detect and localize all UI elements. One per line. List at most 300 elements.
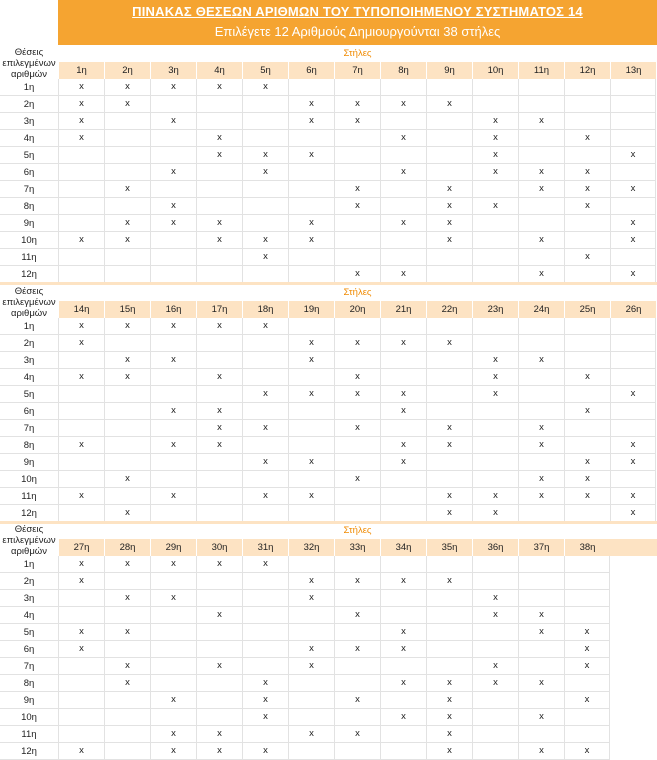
- table-cell: [150, 266, 196, 283]
- table-cell: [380, 113, 426, 130]
- table-cell: [58, 164, 104, 181]
- table-cell: [334, 709, 380, 726]
- table-cell: [104, 164, 150, 181]
- table-cell: [196, 181, 242, 198]
- table-cell: [426, 386, 472, 403]
- table-cell: x: [334, 266, 380, 283]
- row-header-label: Θέσεις επιλεγμένων αριθμών: [2, 46, 56, 80]
- table-cell: [58, 249, 104, 266]
- table-cell: x: [104, 556, 150, 573]
- table-cell: x: [196, 215, 242, 232]
- section-label: Στήλες: [343, 48, 372, 59]
- table-cell: x: [242, 318, 288, 335]
- row-label: 2η: [23, 99, 35, 110]
- table-cell: x: [334, 335, 380, 352]
- table-cell: [380, 232, 426, 249]
- table-cell: x: [472, 164, 518, 181]
- table-cell: [564, 420, 610, 437]
- table-cell: x: [150, 79, 196, 96]
- table-cell: x: [564, 164, 610, 181]
- table-cell: [196, 164, 242, 181]
- column-header: 18η: [242, 301, 288, 318]
- table-cell: [242, 624, 288, 641]
- table-row: [58, 573, 610, 590]
- table-cell: x: [196, 369, 242, 386]
- table-cell: x: [288, 96, 334, 113]
- table-cell: x: [426, 488, 472, 505]
- table-cell: x: [334, 369, 380, 386]
- table-cell: [518, 590, 564, 607]
- table-cell: [288, 164, 334, 181]
- table-cell: [380, 318, 426, 335]
- row-label: 1η: [23, 559, 35, 570]
- row-label: 7η: [23, 423, 35, 434]
- table-cell: [426, 641, 472, 658]
- table-cell: x: [518, 471, 564, 488]
- table-cell: x: [242, 488, 288, 505]
- table-cell: x: [518, 420, 564, 437]
- table-cell: [104, 743, 150, 760]
- table-cell: [610, 249, 656, 266]
- table-cell: x: [58, 641, 104, 658]
- table-cell: x: [196, 130, 242, 147]
- table-cell: [564, 96, 610, 113]
- table-cell: x: [150, 488, 196, 505]
- table-cell: [518, 505, 564, 522]
- table-cell: [380, 420, 426, 437]
- table-cell: [288, 675, 334, 692]
- table-cell: [334, 743, 380, 760]
- row-label: 8η: [23, 201, 35, 212]
- table-cell: [196, 590, 242, 607]
- table-cell: x: [518, 437, 564, 454]
- table-cell: [564, 318, 610, 335]
- table-cell: [426, 403, 472, 420]
- table-cell: [518, 692, 564, 709]
- table-cell: [242, 266, 288, 283]
- section-label: Στήλες: [343, 287, 372, 298]
- table-cell: [334, 249, 380, 266]
- table-cell: x: [288, 488, 334, 505]
- table-cell: [518, 641, 564, 658]
- table-row: [58, 403, 656, 420]
- table-cell: x: [334, 96, 380, 113]
- table-cell: [472, 437, 518, 454]
- table-cell: [380, 726, 426, 743]
- table-cell: [472, 726, 518, 743]
- table-cell: x: [472, 488, 518, 505]
- table-cell: x: [380, 96, 426, 113]
- table-cell: [242, 403, 288, 420]
- table-cell: x: [518, 266, 564, 283]
- table-cell: [242, 335, 288, 352]
- table-cell: [472, 181, 518, 198]
- table-cell: x: [242, 692, 288, 709]
- table-cell: [564, 437, 610, 454]
- table-cell: x: [610, 437, 656, 454]
- table-cell: [288, 437, 334, 454]
- table-cell: [610, 352, 656, 369]
- table-row: [58, 369, 656, 386]
- row-label: 3η: [23, 593, 35, 604]
- table-cell: [380, 488, 426, 505]
- row-label: 7η: [23, 661, 35, 672]
- table-row: [58, 266, 656, 283]
- table-cell: x: [58, 96, 104, 113]
- table-cell: x: [472, 198, 518, 215]
- table-row: [58, 113, 656, 130]
- column-header: 26η: [610, 301, 656, 318]
- table-cell: [426, 454, 472, 471]
- table-cell: x: [288, 113, 334, 130]
- column-header: 12η: [564, 62, 610, 79]
- table-cell: [472, 96, 518, 113]
- table-cell: [334, 454, 380, 471]
- table-row: [58, 709, 610, 726]
- table-cell: x: [564, 249, 610, 266]
- table-cell: x: [242, 420, 288, 437]
- column-header: 29η: [150, 539, 196, 556]
- table-cell: x: [518, 488, 564, 505]
- row-label: 4η: [23, 372, 35, 383]
- table-cell: [472, 556, 518, 573]
- table-cell: x: [58, 488, 104, 505]
- table-cell: x: [104, 624, 150, 641]
- table-cell: [518, 369, 564, 386]
- row-label: 6η: [23, 406, 35, 417]
- table-cell: [150, 454, 196, 471]
- table-cell: x: [104, 590, 150, 607]
- table-cell: [472, 266, 518, 283]
- table-cell: [472, 709, 518, 726]
- table-row: [58, 420, 656, 437]
- column-header: 8η: [380, 62, 426, 79]
- table-cell: x: [104, 505, 150, 522]
- table-cell: x: [380, 573, 426, 590]
- table-cell: [150, 658, 196, 675]
- table-cell: [380, 505, 426, 522]
- table-cell: x: [104, 181, 150, 198]
- table-cell: [288, 607, 334, 624]
- table-cell: [58, 590, 104, 607]
- table-cell: x: [426, 505, 472, 522]
- table-row: [58, 454, 656, 471]
- table-cell: x: [610, 181, 656, 198]
- table-cell: x: [288, 658, 334, 675]
- table-cell: x: [564, 488, 610, 505]
- table-cell: x: [104, 675, 150, 692]
- column-header: 21η: [380, 301, 426, 318]
- table-cell: [196, 709, 242, 726]
- table-cell: x: [334, 641, 380, 658]
- table-cell: [288, 420, 334, 437]
- table-cell: [472, 335, 518, 352]
- table-cell: [196, 113, 242, 130]
- table-cell: [334, 147, 380, 164]
- table-cell: [150, 369, 196, 386]
- table-cell: x: [334, 471, 380, 488]
- table-cell: x: [104, 215, 150, 232]
- table-row: [58, 249, 656, 266]
- table-row: [58, 198, 656, 215]
- row-label: 12η: [21, 269, 37, 280]
- table-cell: x: [380, 624, 426, 641]
- table-cell: [196, 352, 242, 369]
- table-cell: [334, 130, 380, 147]
- table-cell: x: [564, 403, 610, 420]
- table-cell: [334, 658, 380, 675]
- table-cell: [472, 641, 518, 658]
- table-cell: [58, 386, 104, 403]
- table-cell: x: [380, 266, 426, 283]
- table-cell: x: [610, 505, 656, 522]
- table-cell: x: [426, 692, 472, 709]
- table-cell: [242, 181, 288, 198]
- table-cell: [288, 318, 334, 335]
- table-cell: x: [288, 386, 334, 403]
- table-row: [58, 164, 656, 181]
- table-cell: [472, 573, 518, 590]
- table-cell: [564, 232, 610, 249]
- row-label: 2η: [23, 338, 35, 349]
- table-cell: [334, 624, 380, 641]
- table-cell: x: [426, 709, 472, 726]
- table-cell: [288, 471, 334, 488]
- table-cell: [380, 556, 426, 573]
- table-cell: [196, 641, 242, 658]
- column-header: 38η: [564, 539, 610, 556]
- table-cell: [564, 147, 610, 164]
- table-cell: x: [472, 505, 518, 522]
- table-cell: x: [518, 232, 564, 249]
- title-banner: [58, 0, 657, 45]
- table-cell: [242, 641, 288, 658]
- table-row: [58, 318, 656, 335]
- table-cell: [288, 79, 334, 96]
- table-cell: [518, 386, 564, 403]
- table-cell: [380, 79, 426, 96]
- table-cell: [58, 726, 104, 743]
- table-cell: x: [150, 164, 196, 181]
- table-row: [58, 471, 656, 488]
- table-cell: x: [58, 79, 104, 96]
- table-cell: [334, 164, 380, 181]
- table-cell: [288, 743, 334, 760]
- table-cell: [610, 96, 656, 113]
- table-cell: [518, 147, 564, 164]
- table-cell: x: [242, 454, 288, 471]
- table-cell: [150, 420, 196, 437]
- table-cell: [104, 726, 150, 743]
- table-cell: x: [58, 624, 104, 641]
- table-row: [58, 130, 656, 147]
- table-cell: [518, 726, 564, 743]
- column-header: 23η: [472, 301, 518, 318]
- table-cell: x: [334, 113, 380, 130]
- table-cell: x: [196, 743, 242, 760]
- column-header: 11η: [518, 62, 564, 79]
- table-cell: [610, 369, 656, 386]
- row-label: 1η: [23, 82, 35, 93]
- table-cell: [564, 675, 610, 692]
- row-label: 9η: [23, 695, 35, 706]
- table-row: [58, 624, 610, 641]
- row-label: 2η: [23, 576, 35, 587]
- table-cell: x: [288, 726, 334, 743]
- table-cell: x: [564, 624, 610, 641]
- table-cell: x: [334, 198, 380, 215]
- table-cell: [426, 658, 472, 675]
- table-cell: x: [58, 318, 104, 335]
- table-cell: x: [150, 403, 196, 420]
- table-cell: [518, 249, 564, 266]
- table-cell: [196, 675, 242, 692]
- table-cell: x: [518, 607, 564, 624]
- column-header: 3η: [150, 62, 196, 79]
- table-cell: x: [610, 386, 656, 403]
- table-cell: [288, 709, 334, 726]
- table-cell: [564, 266, 610, 283]
- table-cell: x: [150, 215, 196, 232]
- table-cell: [334, 505, 380, 522]
- table-cell: x: [242, 232, 288, 249]
- table-cell: x: [518, 181, 564, 198]
- table-cell: x: [518, 624, 564, 641]
- table-cell: x: [518, 709, 564, 726]
- table-cell: x: [196, 437, 242, 454]
- row-header-label: Θέσεις επιλεγμένων αριθμών: [2, 523, 56, 557]
- table-cell: [610, 420, 656, 437]
- table-cell: [58, 607, 104, 624]
- table-cell: x: [288, 335, 334, 352]
- table-cell: [58, 147, 104, 164]
- table-cell: x: [242, 79, 288, 96]
- table-cell: x: [196, 403, 242, 420]
- table-cell: x: [380, 130, 426, 147]
- column-header: 14η: [58, 301, 104, 318]
- table-cell: [58, 505, 104, 522]
- table-cell: [426, 556, 472, 573]
- row-label: 3η: [23, 355, 35, 366]
- table-cell: [150, 624, 196, 641]
- table-cell: [104, 266, 150, 283]
- table-row: [58, 335, 656, 352]
- table-cell: [472, 215, 518, 232]
- table-cell: x: [150, 352, 196, 369]
- table-cell: x: [564, 454, 610, 471]
- table-cell: [564, 726, 610, 743]
- table-cell: [288, 403, 334, 420]
- table-cell: x: [334, 573, 380, 590]
- table-cell: x: [564, 641, 610, 658]
- table-cell: [104, 335, 150, 352]
- table-cell: x: [472, 386, 518, 403]
- column-header: 15η: [104, 301, 150, 318]
- row-label: 4η: [23, 133, 35, 144]
- table-cell: [104, 607, 150, 624]
- table-cell: x: [150, 318, 196, 335]
- table-cell: [150, 471, 196, 488]
- table-cell: [288, 692, 334, 709]
- column-header: 17η: [196, 301, 242, 318]
- table-cell: x: [518, 164, 564, 181]
- table-cell: [150, 573, 196, 590]
- table-cell: [472, 79, 518, 96]
- column-header: 13η: [610, 62, 656, 79]
- table-cell: x: [518, 113, 564, 130]
- table-cell: [518, 215, 564, 232]
- table-cell: x: [196, 556, 242, 573]
- table-cell: [58, 198, 104, 215]
- table-cell: x: [104, 658, 150, 675]
- table-cell: x: [196, 726, 242, 743]
- table-cell: [472, 743, 518, 760]
- table-cell: x: [150, 726, 196, 743]
- table-cell: [472, 403, 518, 420]
- column-header: 32η: [288, 539, 334, 556]
- table-row: [58, 232, 656, 249]
- table-row: [58, 352, 656, 369]
- row-label: 11η: [21, 729, 37, 740]
- table-cell: x: [610, 215, 656, 232]
- row-label: 11η: [21, 252, 37, 263]
- table-cell: [58, 675, 104, 692]
- table-cell: [426, 147, 472, 164]
- column-header: 16η: [150, 301, 196, 318]
- table-cell: [150, 181, 196, 198]
- table-cell: [104, 692, 150, 709]
- table-cell: x: [104, 96, 150, 113]
- table-cell: x: [196, 147, 242, 164]
- table-cell: x: [288, 454, 334, 471]
- column-header: 9η: [426, 62, 472, 79]
- table-cell: x: [288, 641, 334, 658]
- table-cell: x: [472, 658, 518, 675]
- table-cell: [426, 113, 472, 130]
- row-label: 4η: [23, 610, 35, 621]
- table-cell: [288, 181, 334, 198]
- table-cell: [518, 454, 564, 471]
- table-cell: [472, 454, 518, 471]
- table-cell: x: [104, 318, 150, 335]
- row-label: 3η: [23, 116, 35, 127]
- table-cell: x: [610, 147, 656, 164]
- table-cell: [426, 590, 472, 607]
- table-cell: x: [150, 743, 196, 760]
- table-cell: [242, 215, 288, 232]
- table-cell: x: [472, 352, 518, 369]
- table-cell: [426, 249, 472, 266]
- table-cell: [472, 420, 518, 437]
- table-cell: [426, 266, 472, 283]
- table-cell: x: [242, 556, 288, 573]
- column-header: 22η: [426, 301, 472, 318]
- table-cell: [196, 573, 242, 590]
- table-cell: x: [380, 675, 426, 692]
- table-cell: [242, 573, 288, 590]
- table-cell: x: [242, 675, 288, 692]
- column-header: 1η: [58, 62, 104, 79]
- table-cell: [426, 79, 472, 96]
- table-cell: x: [426, 420, 472, 437]
- table-cell: [196, 624, 242, 641]
- row-label: 12η: [21, 508, 37, 519]
- column-header-row: [58, 62, 656, 79]
- table-cell: x: [380, 709, 426, 726]
- table-cell: [242, 96, 288, 113]
- column-header: 4η: [196, 62, 242, 79]
- column-header-row: [58, 301, 656, 318]
